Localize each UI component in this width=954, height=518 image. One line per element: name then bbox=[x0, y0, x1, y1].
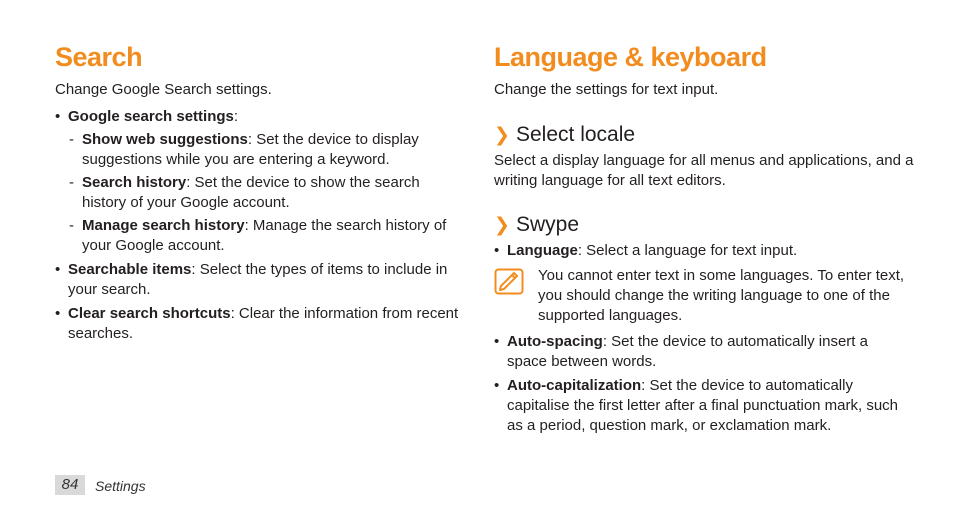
option-term: Clear search shortcuts bbox=[68, 305, 231, 322]
option-desc: : bbox=[233, 108, 239, 125]
page-number: 84 bbox=[55, 475, 85, 495]
select-locale-description: Select a display language for all menus and applications, and a writing language for all text editors. bbox=[494, 152, 914, 189]
swype-options-list bbox=[494, 332, 909, 440]
language-keyboard-heading: Language & keyboard bbox=[494, 42, 767, 72]
option-desc: : Set the device to automatically insert a space between words. bbox=[507, 333, 868, 370]
option-desc: : Manage the search history of your Google account. bbox=[82, 217, 447, 254]
google-search-settings-sublist bbox=[68, 130, 460, 256]
option-term: Manage search history bbox=[82, 217, 245, 234]
note-pencil-icon bbox=[494, 266, 524, 296]
section-title-text: Select locale bbox=[516, 123, 636, 146]
chevron-right-icon: ❯ bbox=[494, 125, 510, 146]
option-term: Language bbox=[507, 242, 578, 259]
option-desc: : Select a language for text input. bbox=[577, 242, 798, 259]
list-item bbox=[55, 107, 460, 256]
option-desc: : Select the types of items to include in your search. bbox=[68, 261, 448, 298]
swype-heading bbox=[494, 212, 579, 239]
option-term: Show web suggestions bbox=[82, 131, 248, 148]
list-item bbox=[494, 332, 909, 372]
option-desc: : Set the device to show the search history of your Google account. bbox=[82, 174, 420, 211]
option-term: Auto-spacing bbox=[507, 333, 603, 350]
list-item bbox=[55, 304, 460, 344]
footer-section-label: Settings bbox=[95, 478, 146, 494]
note-text: You cannot enter text in some languages. To enter text, you should change the writing language to one of the supported languages. bbox=[538, 267, 905, 324]
search-options-list bbox=[55, 107, 460, 348]
note-box bbox=[494, 266, 914, 326]
option-term: Searchable items bbox=[68, 261, 192, 278]
list-item bbox=[494, 241, 909, 261]
option-desc: : Clear the information from recent searches. bbox=[68, 305, 459, 342]
section-title-text: Swype bbox=[516, 213, 580, 236]
list-item bbox=[494, 376, 909, 436]
option-desc: : Set the device to display suggestions while you are entering a keyword. bbox=[82, 131, 419, 168]
swype-language-list bbox=[494, 241, 909, 265]
list-item bbox=[68, 130, 460, 170]
select-locale-heading bbox=[494, 122, 635, 149]
option-term: Search history bbox=[82, 174, 187, 191]
list-item bbox=[55, 260, 460, 300]
option-desc: : Set the device to automatically capitalise the first letter after a final punctuation mark, such as a period, question mark, or exclamation mark. bbox=[507, 377, 899, 434]
search-heading: Search bbox=[55, 42, 143, 72]
chevron-right-icon: ❯ bbox=[494, 215, 510, 236]
list-item bbox=[68, 216, 460, 256]
list-item bbox=[68, 173, 460, 213]
search-intro: Change Google Search settings. bbox=[55, 81, 272, 98]
option-term: Google search settings bbox=[68, 108, 234, 125]
language-keyboard-intro: Change the settings for text input. bbox=[494, 81, 719, 98]
option-term: Auto-capitalization bbox=[507, 377, 642, 394]
